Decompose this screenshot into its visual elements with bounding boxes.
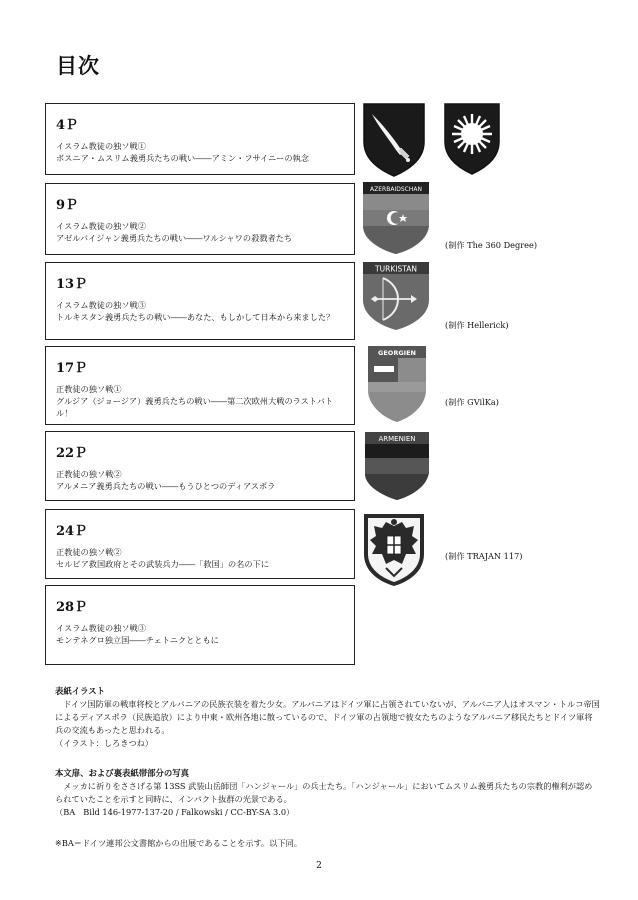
turkistan-label: TURKISTAN	[375, 264, 417, 274]
entry-page: 17Ｐ	[56, 361, 88, 376]
armenien-shield-icon	[363, 430, 431, 502]
georgien-shield-icon	[366, 344, 428, 424]
entry-page: 13Ｐ	[56, 277, 88, 292]
toc-entry-22[interactable]	[45, 431, 355, 501]
georgien-label: GEORGIEN	[378, 349, 416, 357]
entry-page: 24Ｐ	[56, 524, 88, 539]
credit-azerbaijan: (制作 The 360 Degree)	[445, 240, 538, 250]
toc-entry-4[interactable]	[45, 103, 355, 175]
photo-caption	[55, 767, 600, 819]
entry-desc: トルキスタン義勇兵たちの戦い――あなた、もしかして日本から来ました？	[56, 312, 335, 322]
photo-body: メッカに祈りをささげる第 13SS 武装山岳師団「ハンジャール」の兵士たち。「ハンジャール」においてムスリム義勇兵たちの宗教的権利が認められていたことを示すと同時に、インパクト抜群の光景である。	[55, 781, 593, 804]
toc-entry-13[interactable]	[45, 262, 355, 340]
cover-heading: 表紙イラスト	[55, 686, 105, 696]
sun-shield-icon	[443, 102, 501, 176]
turkistan-shield-icon	[361, 260, 431, 332]
toc-entry-9[interactable]	[45, 183, 355, 255]
serbian-eagle-shield-icon	[362, 512, 426, 588]
azerbaijan-label: AZERBAIDSCHAN	[370, 186, 422, 193]
page-title: 目次	[56, 54, 100, 78]
entry-desc: ボスニア・ムスリム義勇兵たちの戦い――アミン・フサイニーの執念	[56, 153, 309, 163]
entry-series: イスラム教徒の独ソ戦①	[56, 141, 146, 151]
toc-entry-24[interactable]	[45, 509, 355, 579]
entry-series: 正教徒の独ソ戦②	[56, 469, 122, 479]
cover-illustrator: （イラスト：しろきつね）	[55, 738, 154, 748]
armenien-label: ARMENIEN	[378, 435, 416, 443]
entry-series: イスラム教徒の独ソ戦②	[56, 221, 146, 231]
credit-georgia: (制作 GVilKa)	[445, 397, 499, 407]
credit-serbia: (制作 TRAJAN 117)	[445, 551, 523, 561]
entry-series: イスラム教徒の独ソ戦③	[56, 300, 146, 310]
entry-desc: アゼルバイジャン義勇兵たちの戦い――ワルシャワの殺戮者たち	[56, 233, 293, 243]
photo-heading: 本文扉、および裏表紙帯部分の写真	[55, 768, 189, 778]
entry-page: 28Ｐ	[56, 600, 88, 615]
entry-desc: アルメニア義勇兵たちの戦い――もうひとつのディアスポラ	[56, 481, 276, 491]
entry-page: 22Ｐ	[56, 446, 88, 461]
page-number: 2	[316, 861, 322, 871]
entry-desc: セルビア救国政府とその武装兵力――「救国」の名の下に	[56, 559, 269, 569]
cover-body: ドイツ国防軍の戦車将校とアルバニアの民族衣装を着た少女。アルバニアはドイツ軍に占領されていないが、アルバニア人はオスマン・トルコ帝国によるディアスポラ（民族追放）により中東・欧州各地に散っているので、ドイツ軍の占領地で彼女たちのようなアルバニア移民たちとドイツ軍将兵の交流もあったと思われる。	[55, 699, 600, 735]
azerbaijan-shield-icon	[361, 180, 431, 256]
source-note: ※BA＝ドイツ連邦公文書館からの出展であることを示す。以下同。	[55, 838, 302, 848]
photo-source: （BA Bild 146-1977-137-20 / Falkowski / CC-BY-SA 3.0）	[55, 807, 295, 817]
entry-page: 9Ｐ	[56, 198, 79, 213]
credit-turkistan: (制作 Hellerick)	[445, 320, 509, 330]
entry-desc: モンテネグロ独立国――チェトニクとともに	[56, 635, 219, 645]
entry-desc: グルジア（ジョージア）義勇兵たちの戦い――第二次欧州大戦のラストバトル！	[56, 396, 334, 418]
entry-series: 正教徒の独ソ戦②	[56, 547, 122, 557]
entry-page: 4Ｐ	[56, 118, 79, 133]
entry-series: イスラム教徒の独ソ戦③	[56, 623, 146, 633]
scimitar-shield-icon	[362, 102, 426, 178]
cover-caption	[55, 685, 600, 750]
toc-entry-17[interactable]	[45, 346, 355, 425]
entry-series: 正教徒の独ソ戦①	[56, 384, 122, 394]
toc-entry-28[interactable]	[45, 585, 355, 665]
